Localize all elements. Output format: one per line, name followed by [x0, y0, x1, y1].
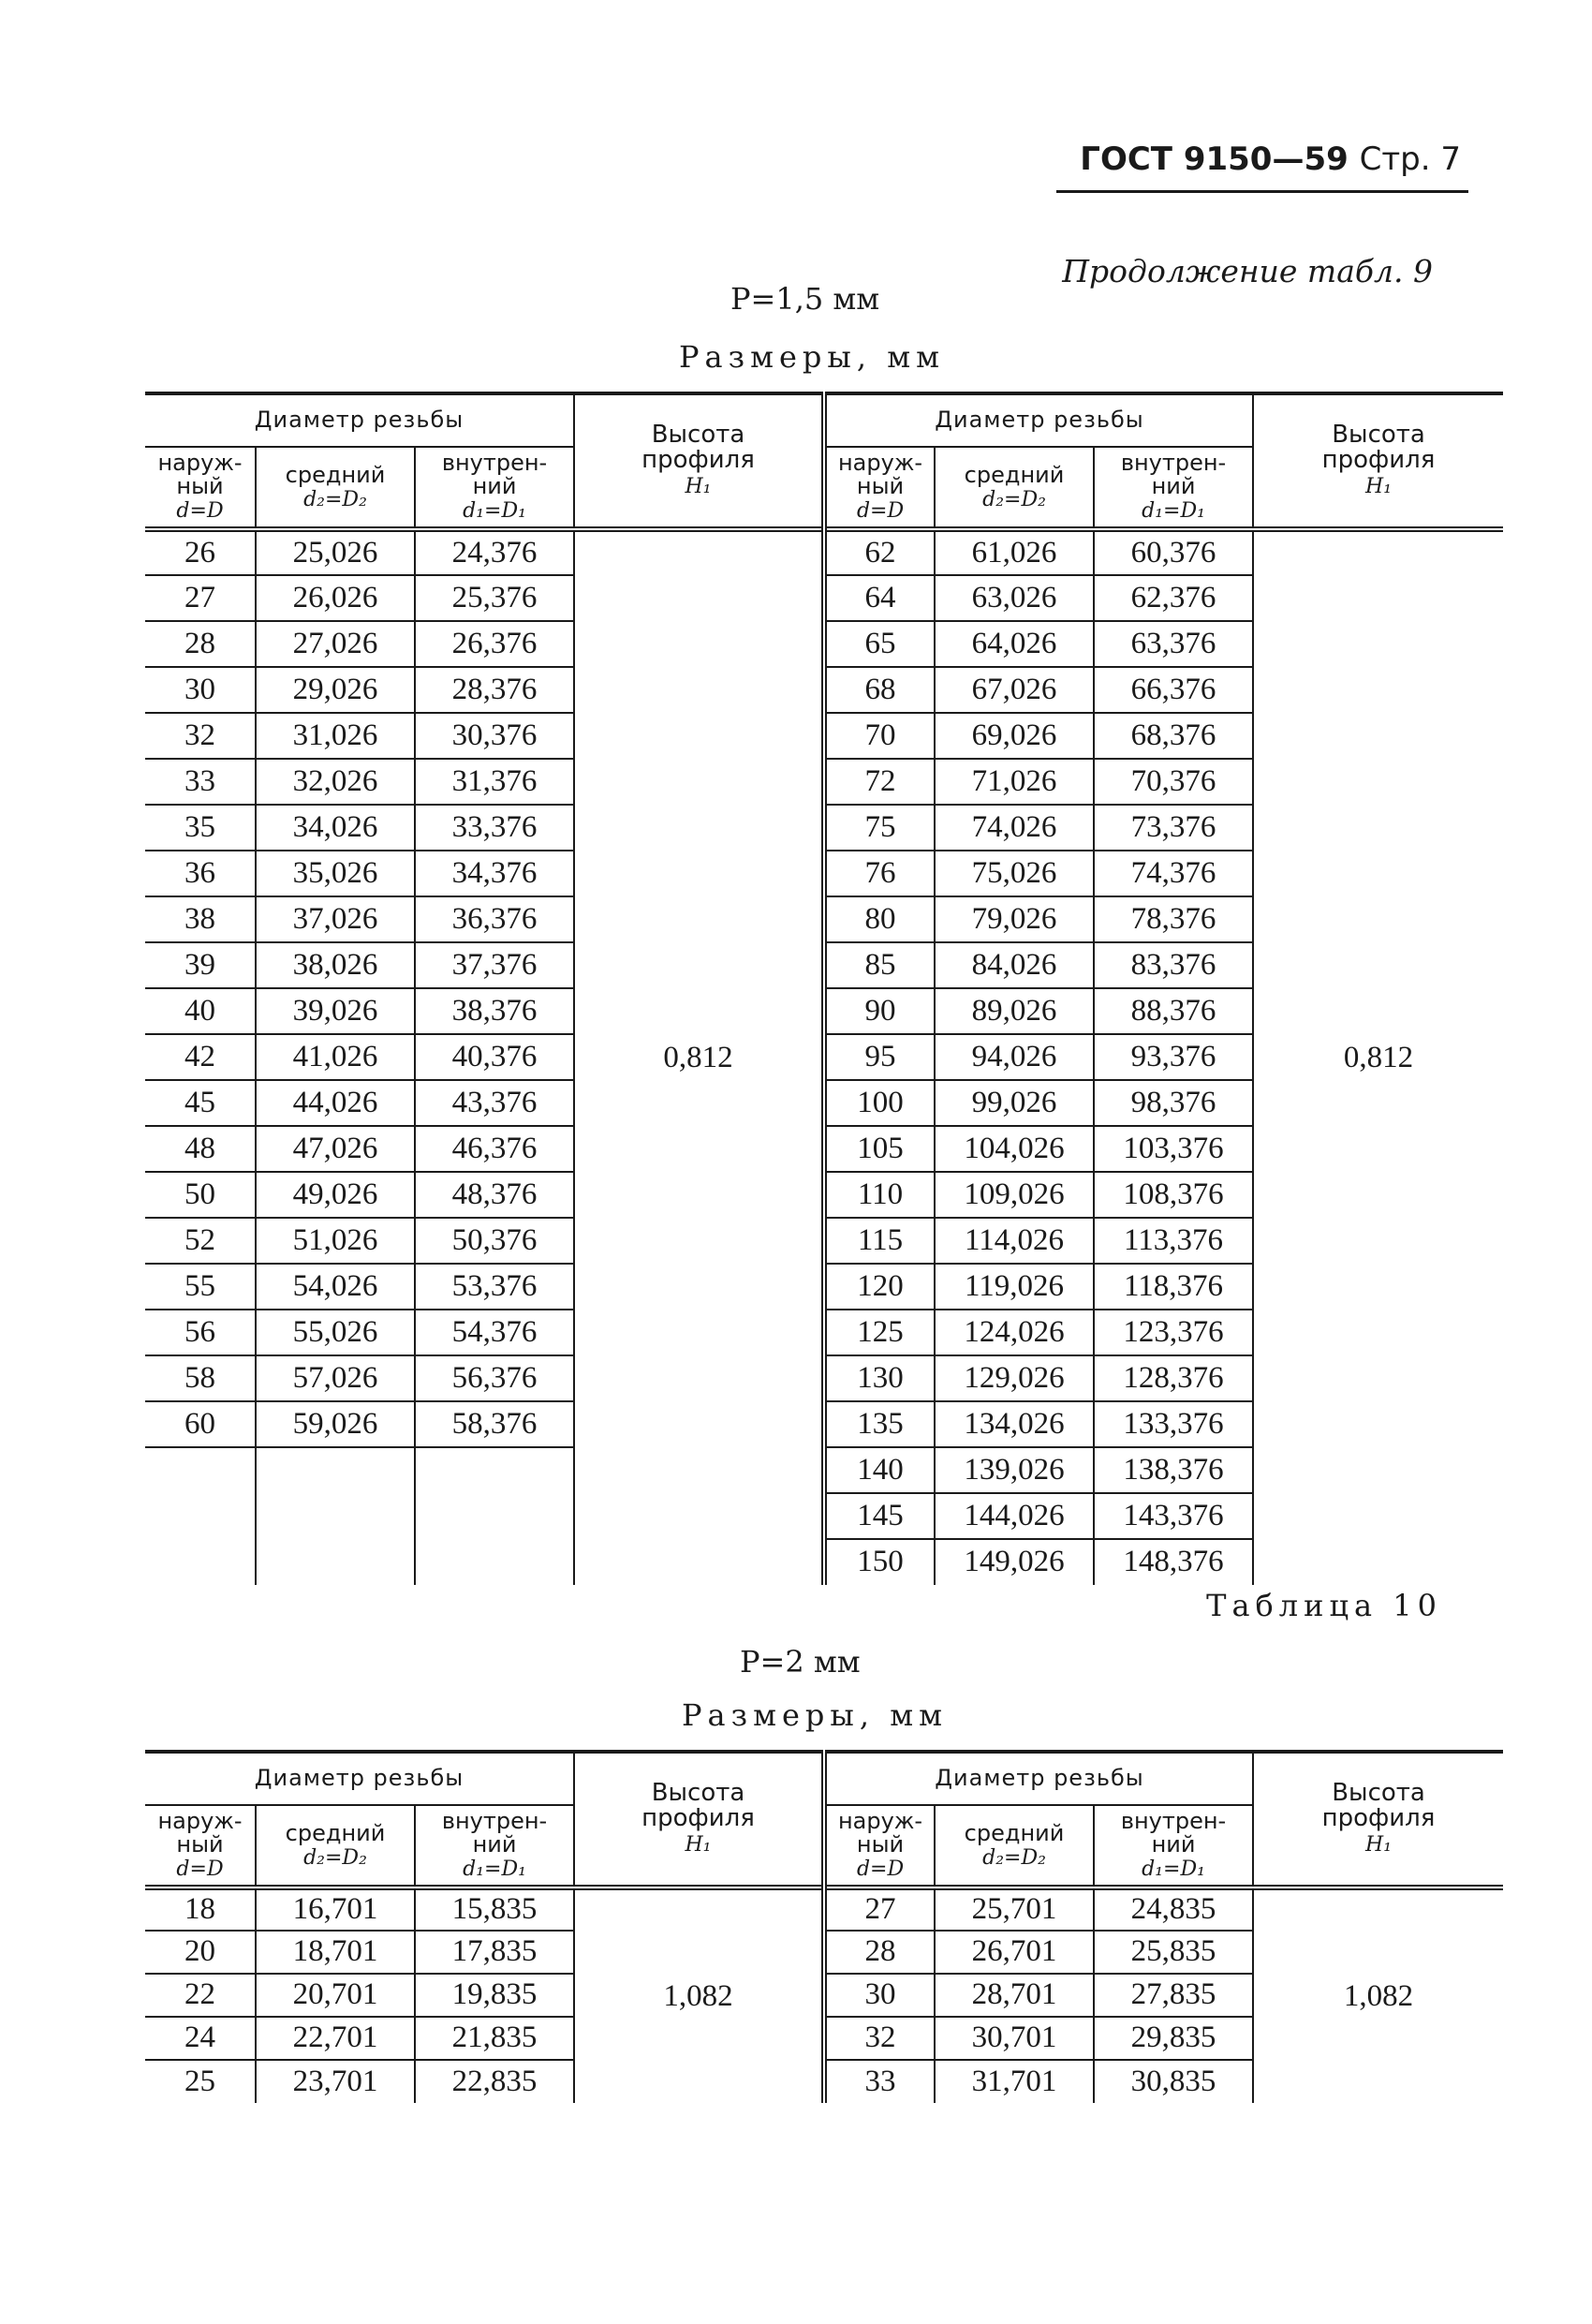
diameter-group-header: Диаметр резьбы	[824, 1752, 1253, 1805]
outer-diameter-header: наруж- ный d=D	[824, 1805, 935, 1887]
inner-diameter-cell: 48,376	[415, 1172, 574, 1218]
outer-diameter-cell: 125	[824, 1310, 935, 1355]
outer-diameter-cell: 18	[145, 1887, 256, 1931]
outer-diameter-cell: 22	[145, 1974, 256, 2017]
inner-diameter-cell: 33,376	[415, 805, 574, 851]
pitch-label-1: P=1,5 мм	[730, 281, 880, 317]
inner-diameter-cell: 38,376	[415, 988, 574, 1034]
table-row	[145, 529, 1503, 575]
mid-diameter-cell: 49,026	[256, 1172, 415, 1218]
inner-diameter-header: внутрен- ний d₁=D₁	[1094, 1805, 1253, 1887]
outer-diameter-cell: 80	[824, 896, 935, 942]
outer-diameter-cell: 32	[824, 2017, 935, 2060]
profile-height-value: 0,812	[574, 529, 824, 1585]
outer-diameter-cell: 150	[824, 1539, 935, 1585]
outer-diameter-cell: 48	[145, 1126, 256, 1172]
inner-diameter-cell: 118,376	[1094, 1264, 1253, 1310]
mid-diameter-cell: 69,026	[935, 713, 1094, 759]
height-header: Высота профиля H₁	[1253, 1752, 1503, 1887]
mid-diameter-cell: 20,701	[256, 1974, 415, 2017]
inner-diameter-cell: 28,376	[415, 667, 574, 713]
outer-diameter-cell	[145, 1447, 256, 1493]
outer-diameter-cell: 35	[145, 805, 256, 851]
mid-diameter-cell: 51,026	[256, 1218, 415, 1264]
outer-diameter-cell: 68	[824, 667, 935, 713]
inner-diameter-cell: 58,376	[415, 1401, 574, 1447]
mid-diameter-cell: 28,701	[935, 1974, 1094, 2017]
inner-diameter-cell: 108,376	[1094, 1172, 1253, 1218]
outer-diameter-cell: 105	[824, 1126, 935, 1172]
outer-diameter-cell: 36	[145, 851, 256, 896]
outer-diameter-cell: 32	[145, 713, 256, 759]
inner-diameter-cell: 143,376	[1094, 1493, 1253, 1539]
outer-diameter-cell: 24	[145, 2017, 256, 2060]
outer-diameter-cell: 28	[145, 621, 256, 667]
inner-diameter-cell	[415, 1493, 574, 1539]
mid-diameter-cell: 29,026	[256, 667, 415, 713]
mid-diameter-header: средний d₂=D₂	[935, 1805, 1094, 1887]
mid-diameter-cell: 71,026	[935, 759, 1094, 805]
outer-diameter-cell: 140	[824, 1447, 935, 1493]
outer-diameter-cell: 30	[145, 667, 256, 713]
outer-diameter-cell: 33	[145, 759, 256, 805]
outer-diameter-cell: 52	[145, 1218, 256, 1264]
inner-diameter-cell: 24,835	[1094, 1887, 1253, 1931]
mid-diameter-cell: 31,026	[256, 713, 415, 759]
height-header: Высота профиля H₁	[574, 393, 824, 529]
diameter-group-header: Диаметр резьбы	[145, 1752, 574, 1805]
mid-diameter-cell: 124,026	[935, 1310, 1094, 1355]
mid-diameter-cell: 89,026	[935, 988, 1094, 1034]
mid-diameter-cell: 37,026	[256, 896, 415, 942]
outer-diameter-cell: 130	[824, 1355, 935, 1401]
outer-diameter-cell: 90	[824, 988, 935, 1034]
inner-diameter-cell: 34,376	[415, 851, 574, 896]
mid-diameter-cell: 16,701	[256, 1887, 415, 1931]
inner-diameter-cell: 40,376	[415, 1034, 574, 1080]
inner-diameter-cell: 54,376	[415, 1310, 574, 1355]
outer-diameter-cell: 65	[824, 621, 935, 667]
inner-diameter-cell: 25,835	[1094, 1931, 1253, 1974]
inner-diameter-cell: 73,376	[1094, 805, 1253, 851]
outer-diameter-cell: 45	[145, 1080, 256, 1126]
outer-diameter-cell: 100	[824, 1080, 935, 1126]
inner-diameter-cell: 15,835	[415, 1887, 574, 1931]
outer-diameter-cell: 120	[824, 1264, 935, 1310]
inner-diameter-cell: 83,376	[1094, 942, 1253, 988]
inner-diameter-cell: 93,376	[1094, 1034, 1253, 1080]
mid-diameter-cell: 22,701	[256, 2017, 415, 2060]
inner-diameter-cell: 17,835	[415, 1931, 574, 1974]
inner-diameter-cell: 68,376	[1094, 713, 1253, 759]
mid-diameter-cell: 67,026	[935, 667, 1094, 713]
outer-diameter-cell: 26	[145, 529, 256, 575]
outer-diameter-cell: 95	[824, 1034, 935, 1080]
mid-diameter-cell: 79,026	[935, 896, 1094, 942]
inner-diameter-cell: 133,376	[1094, 1401, 1253, 1447]
inner-diameter-cell: 36,376	[415, 896, 574, 942]
mid-diameter-cell: 129,026	[935, 1355, 1094, 1401]
mid-diameter-cell: 25,026	[256, 529, 415, 575]
units-label-2: Размеры, мм	[682, 1697, 948, 1733]
outer-diameter-cell: 64	[824, 575, 935, 621]
mid-diameter-cell: 31,701	[935, 2060, 1094, 2103]
inner-diameter-cell: 46,376	[415, 1126, 574, 1172]
outer-diameter-cell: 72	[824, 759, 935, 805]
outer-diameter-cell: 135	[824, 1401, 935, 1447]
inner-diameter-header: внутрен- ний d₁=D₁	[415, 1805, 574, 1887]
mid-diameter-cell	[256, 1493, 415, 1539]
mid-diameter-cell: 99,026	[935, 1080, 1094, 1126]
inner-diameter-cell	[415, 1447, 574, 1493]
mid-diameter-cell: 59,026	[256, 1401, 415, 1447]
outer-diameter-cell: 62	[824, 529, 935, 575]
outer-diameter-cell: 60	[145, 1401, 256, 1447]
page-number: Стр. 7	[1359, 141, 1461, 178]
mid-diameter-header: средний d₂=D₂	[256, 1805, 415, 1887]
thread-table-2	[145, 1750, 1503, 2103]
mid-diameter-cell: 104,026	[935, 1126, 1094, 1172]
mid-diameter-cell: 75,026	[935, 851, 1094, 896]
outer-diameter-header: наруж- ный d=D	[824, 447, 935, 529]
inner-diameter-cell: 66,376	[1094, 667, 1253, 713]
page-header	[1080, 141, 1461, 178]
inner-diameter-cell: 103,376	[1094, 1126, 1253, 1172]
inner-diameter-cell: 25,376	[415, 575, 574, 621]
mid-diameter-cell: 38,026	[256, 942, 415, 988]
mid-diameter-cell: 63,026	[935, 575, 1094, 621]
mid-diameter-cell: 55,026	[256, 1310, 415, 1355]
outer-diameter-cell: 30	[824, 1974, 935, 2017]
inner-diameter-cell: 78,376	[1094, 896, 1253, 942]
mid-diameter-cell: 57,026	[256, 1355, 415, 1401]
inner-diameter-cell: 62,376	[1094, 575, 1253, 621]
outer-diameter-cell: 56	[145, 1310, 256, 1355]
diameter-group-header: Диаметр резьбы	[145, 393, 574, 447]
profile-height-value: 0,812	[1253, 529, 1503, 1585]
inner-diameter-cell: 56,376	[415, 1355, 574, 1401]
mid-diameter-cell: 61,026	[935, 529, 1094, 575]
inner-diameter-cell: 31,376	[415, 759, 574, 805]
inner-diameter-header: внутрен- ний d₁=D₁	[415, 447, 574, 529]
table-body	[145, 529, 1503, 1585]
outer-diameter-cell: 40	[145, 988, 256, 1034]
inner-diameter-cell: 24,376	[415, 529, 574, 575]
table-row	[145, 1887, 1503, 1931]
mid-diameter-cell: 26,026	[256, 575, 415, 621]
outer-diameter-cell: 110	[824, 1172, 935, 1218]
outer-diameter-header: наруж- ный d=D	[145, 1805, 256, 1887]
thread-table-1	[145, 392, 1503, 1585]
mid-diameter-cell: 26,701	[935, 1931, 1094, 1974]
inner-diameter-cell: 74,376	[1094, 851, 1253, 896]
mid-diameter-cell: 34,026	[256, 805, 415, 851]
outer-diameter-cell: 39	[145, 942, 256, 988]
inner-diameter-cell: 148,376	[1094, 1539, 1253, 1585]
outer-diameter-cell: 76	[824, 851, 935, 896]
outer-diameter-cell: 145	[824, 1493, 935, 1539]
inner-diameter-cell: 30,835	[1094, 2060, 1253, 2103]
doc-code: ГОСТ 9150—59	[1080, 141, 1349, 178]
inner-diameter-cell: 22,835	[415, 2060, 574, 2103]
mid-diameter-cell: 47,026	[256, 1126, 415, 1172]
outer-diameter-cell: 115	[824, 1218, 935, 1264]
outer-diameter-cell: 27	[145, 575, 256, 621]
outer-diameter-cell: 75	[824, 805, 935, 851]
mid-diameter-cell: 109,026	[935, 1172, 1094, 1218]
outer-diameter-cell: 55	[145, 1264, 256, 1310]
inner-diameter-cell: 113,376	[1094, 1218, 1253, 1264]
inner-diameter-cell: 43,376	[415, 1080, 574, 1126]
inner-diameter-cell: 63,376	[1094, 621, 1253, 667]
inner-diameter-cell: 19,835	[415, 1974, 574, 2017]
inner-diameter-cell: 88,376	[1094, 988, 1253, 1034]
pitch-label-2: P=2 мм	[740, 1644, 861, 1680]
height-header: Высота профиля H₁	[574, 1752, 824, 1887]
diameter-group-header: Диаметр резьбы	[824, 393, 1253, 447]
continuation-note: Продолжение табл. 9	[1062, 253, 1433, 289]
mid-diameter-cell: 35,026	[256, 851, 415, 896]
mid-diameter-cell: 39,026	[256, 988, 415, 1034]
mid-diameter-cell: 139,026	[935, 1447, 1094, 1493]
mid-diameter-header: средний d₂=D₂	[256, 447, 415, 529]
mid-diameter-cell: 23,701	[256, 2060, 415, 2103]
inner-diameter-cell	[415, 1539, 574, 1585]
outer-diameter-cell: 33	[824, 2060, 935, 2103]
table-body	[145, 1887, 1503, 2103]
inner-diameter-cell: 123,376	[1094, 1310, 1253, 1355]
mid-diameter-cell: 114,026	[935, 1218, 1094, 1264]
mid-diameter-cell: 74,026	[935, 805, 1094, 851]
inner-diameter-header: внутрен- ний d₁=D₁	[1094, 447, 1253, 529]
outer-diameter-cell: 38	[145, 896, 256, 942]
inner-diameter-cell: 37,376	[415, 942, 574, 988]
inner-diameter-cell: 70,376	[1094, 759, 1253, 805]
inner-diameter-cell: 138,376	[1094, 1447, 1253, 1493]
mid-diameter-cell: 134,026	[935, 1401, 1094, 1447]
mid-diameter-cell: 119,026	[935, 1264, 1094, 1310]
outer-diameter-cell: 85	[824, 942, 935, 988]
inner-diameter-cell: 29,835	[1094, 2017, 1253, 2060]
inner-diameter-cell: 98,376	[1094, 1080, 1253, 1126]
inner-diameter-cell: 27,835	[1094, 1974, 1253, 2017]
mid-diameter-cell: 27,026	[256, 621, 415, 667]
inner-diameter-cell: 60,376	[1094, 529, 1253, 575]
inner-diameter-cell: 128,376	[1094, 1355, 1253, 1401]
outer-diameter-cell: 25	[145, 2060, 256, 2103]
outer-diameter-cell	[145, 1539, 256, 1585]
mid-diameter-cell: 149,026	[935, 1539, 1094, 1585]
mid-diameter-cell: 144,026	[935, 1493, 1094, 1539]
outer-diameter-header: наруж- ный d=D	[145, 447, 256, 529]
outer-diameter-cell: 58	[145, 1355, 256, 1401]
outer-diameter-cell: 50	[145, 1172, 256, 1218]
height-header: Высота профиля H₁	[1253, 393, 1503, 529]
outer-diameter-cell: 27	[824, 1887, 935, 1931]
profile-height-value: 1,082	[574, 1887, 824, 2103]
mid-diameter-header: средний d₂=D₂	[935, 447, 1094, 529]
mid-diameter-cell: 25,701	[935, 1887, 1094, 1931]
mid-diameter-cell: 41,026	[256, 1034, 415, 1080]
outer-diameter-cell: 28	[824, 1931, 935, 1974]
mid-diameter-cell: 54,026	[256, 1264, 415, 1310]
inner-diameter-cell: 50,376	[415, 1218, 574, 1264]
outer-diameter-cell	[145, 1493, 256, 1539]
mid-diameter-cell: 64,026	[935, 621, 1094, 667]
inner-diameter-cell: 21,835	[415, 2017, 574, 2060]
inner-diameter-cell: 53,376	[415, 1264, 574, 1310]
mid-diameter-cell: 32,026	[256, 759, 415, 805]
mid-diameter-cell: 44,026	[256, 1080, 415, 1126]
mid-diameter-cell	[256, 1447, 415, 1493]
inner-diameter-cell: 26,376	[415, 621, 574, 667]
inner-diameter-cell: 30,376	[415, 713, 574, 759]
mid-diameter-cell: 94,026	[935, 1034, 1094, 1080]
units-label-1: Размеры, мм	[679, 339, 945, 375]
outer-diameter-cell: 20	[145, 1931, 256, 1974]
profile-height-value: 1,082	[1253, 1887, 1503, 2103]
mid-diameter-cell	[256, 1539, 415, 1585]
mid-diameter-cell: 18,701	[256, 1931, 415, 1974]
mid-diameter-cell: 84,026	[935, 942, 1094, 988]
table-label: Таблица 10	[1206, 1588, 1442, 1623]
outer-diameter-cell: 70	[824, 713, 935, 759]
header-rule	[1056, 190, 1468, 193]
outer-diameter-cell: 42	[145, 1034, 256, 1080]
mid-diameter-cell: 30,701	[935, 2017, 1094, 2060]
